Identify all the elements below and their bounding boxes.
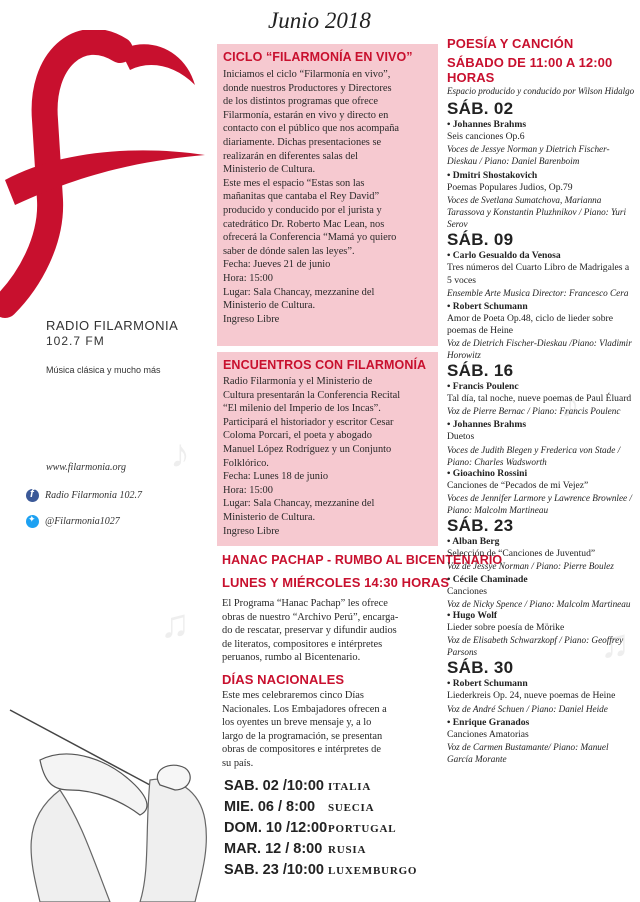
composer: • Enrique Granados <box>447 716 530 728</box>
day-heading: SÁB. 09 <box>447 230 514 250</box>
performers: Voz de Dietrich Fischer-Dieskau /Piano: Vladimir Horowitz <box>447 338 632 361</box>
work: Selección de “Canciones de Juventud” <box>447 547 596 559</box>
performers: Voz de Pierre Bernac / Piano: Francis Poulenc <box>447 406 621 417</box>
twitter-icon: ✦ <box>26 515 39 528</box>
schedule-country: PORTUGAL <box>328 823 397 835</box>
ciclo-section <box>217 44 438 346</box>
composer: • Robert Schumann <box>447 300 528 312</box>
composer: • Robert Schumann <box>447 678 528 690</box>
schedule-row <box>224 841 366 857</box>
hanac-title: HANAC PACHAP - RUMBO AL BICENTENARIO <box>222 553 503 567</box>
background-note: ♪ <box>560 381 580 426</box>
performers: Voces de Judith Blegen y Frederica von Stade / Piano: Charles Wadsworth <box>447 444 621 467</box>
composer: • Carlo Gesualdo da Venosa <box>447 250 561 262</box>
work: Poemas Populares Judios, Op.79 <box>447 182 573 194</box>
schedule-country: RUSIA <box>328 844 367 856</box>
day-heading: SÁB. 30 <box>447 658 514 678</box>
schedule-date: SAB. 02 /10:00 <box>224 778 324 794</box>
radio-name: RADIO FILARMONIA <box>46 318 179 333</box>
day-heading: SÁB. 02 <box>447 99 514 118</box>
website-link[interactable]: www.filarmonia.org <box>46 462 127 473</box>
dias-title: DÍAS NACIONALES <box>222 672 345 687</box>
poesia-section <box>447 36 635 765</box>
composer: • Johannes Brahms <box>447 419 527 431</box>
composer: • Hugo Wolf <box>447 610 498 622</box>
background-note: ♫ <box>600 621 630 666</box>
work: Canciones <box>447 586 487 598</box>
tagline: Música clásica y mucho más <box>46 365 161 375</box>
poesia-note: Espacio producido y conducido por Wilson Hidalgo <box>447 86 635 96</box>
performers: Voces de Jennifer Larmore y Lawrence Brownlee / Piano: Malcolm Martineau <box>447 492 632 515</box>
schedule-row <box>224 820 396 836</box>
page-title: Junio 2018 <box>268 8 371 33</box>
schedule-date: DOM. 10 /12:00 <box>224 820 328 836</box>
schedule-country: ITALIA <box>328 781 372 793</box>
composer: • Francis Poulenc <box>447 381 519 393</box>
work: Canciones Amatorias <box>447 728 529 740</box>
schedule-row <box>224 778 371 794</box>
dias-body: Este mes celebraremos cinco Días Nacionales. Los Embajadores ofrecen a los oyentes un breve mensaje y, a lo largo de la programación, se presentan obras de compositores e intérpretes de su país. <box>222 690 387 769</box>
hanac-body: El Programa “Hanac Pachap” les ofrece obras de nuestro “Archivo Perú”, encarga- do de rescatar, preservar y difundir audios de literatos, compositores e intérpretes peruanos, rumbo al Bicentenario. <box>222 598 399 664</box>
work: Seis canciones Op.6 <box>447 131 525 142</box>
performers: Ensemble Arte Musica Director: Francesco Cera <box>447 287 629 298</box>
encuentros-section <box>217 352 438 546</box>
encuentros-body: Radio Filarmonía y el Ministerio de Cultura presentarán la Conferencia Recital “El milenio del Imperio de los Incas”. Participará el historiador y escritor Cesar Coloma Porcari, el poeta y abogado Manuel López Rodríguez y un Conjunto Folklórico. Fecha: Lunes 18 de junio Hora: 15:00 Lugar: Sala Chancay, mezzanine del Ministerio de Cultura. Ingreso Libre <box>223 376 401 537</box>
performers: Voz de Carmen Bustamante/ Piano: Manuel García Morante <box>447 741 609 764</box>
performers: Voz de André Schuen / Piano: Daniel Heide <box>447 703 608 714</box>
day-heading: SÁB. 16 <box>447 361 514 381</box>
encuentros-title: ENCUENTROS CON FILARMONÍA <box>223 358 427 372</box>
facebook-icon: f <box>26 489 39 502</box>
work: Tres números del Cuarto Libro de Madrigales a 5 voces <box>447 262 630 286</box>
work: Liederkreis Op. 24, nueve poemas de Heine <box>447 690 616 702</box>
composer: • Dmitri Shostakovich <box>447 170 538 182</box>
facebook-label: Radio Filarmonia 102.7 <box>45 490 142 501</box>
schedule-country: SUECIA <box>328 802 375 814</box>
composer: • Gioachino Rossini <box>447 467 528 479</box>
twitter-link[interactable] <box>26 515 120 528</box>
work: Duetos <box>447 431 475 443</box>
facebook-link[interactable] <box>26 489 142 502</box>
performers: Voces de Jessye Norman y Dietrich Fischer-Dieskau / Piano: Daniel Barenboim <box>447 144 610 167</box>
day-heading: SÁB. 23 <box>447 515 514 535</box>
ciclo-body: Iniciamos el ciclo “Filarmonía en vivo”, donde nuestros Productores y Directores de los distintos programas que ofrece Filarmonía, estarán en vivo y directo en contacto con el público que nos acompaña diariamente. Dichas presentaciones se realizarán en diferentes salas del Ministerio de Cultura. Este mes el espacio “Estas son las mañanitas que cantaba el Rey David” producido y conducido por el jurista y catedrático Dr. Roberto Mac Lean, nos ofrecerá la Conferencia “Mamá yo quiero saber de dónde salen las leyes”. Fecha: Jueves 21 de junio Hora: 15:00 Lugar: Sala Chancay, mezzanine del Ministerio de Cultura. Ingreso Libre <box>223 69 400 325</box>
performers: Voz de Jessye Norman / Piano: Pierre Boulez <box>447 561 614 572</box>
twitter-label: @Filarmonia1027 <box>45 516 120 527</box>
performers: Voces de Svetlana Sumatchova, Marianna Tarassova y Konstantin Pluzhnikov / Piano: Yuri Serov <box>447 195 627 230</box>
work: Canciones de “Pecados de mi Vejez” <box>447 479 589 491</box>
poesia-subtitle: SÁBADO DE 11:00 A 12:00 HORAS <box>447 55 613 85</box>
hanac-subtitle: LUNES Y MIÉRCOLES 14:30 HORAS <box>222 575 450 590</box>
composer: • Johannes Brahms <box>447 119 527 130</box>
background-note: ♫ <box>160 601 190 646</box>
work: Lieder sobre poesía de Mörike <box>447 622 565 634</box>
background-note: ♪ <box>170 431 190 476</box>
schedule-date: MAR. 12 / 8:00 <box>224 841 323 857</box>
composer: • Cécile Chaminade <box>447 574 528 586</box>
performers: Voz de Nicky Spence / Piano: Malcolm Martineau <box>447 599 631 610</box>
ciclo-title: CICLO “FILARMONÍA EN VIVO” <box>223 50 413 64</box>
schedule-row <box>224 862 417 878</box>
schedule-row <box>224 799 374 815</box>
composer: • Alban Berg <box>447 535 500 547</box>
schedule-date: MIE. 06 / 8:00 <box>224 799 316 815</box>
work: Amor de Poeta Op.48, ciclo de lieder sobre poemas de Heine <box>447 312 613 337</box>
schedule-country: LUXEMBURGO <box>328 865 418 877</box>
work: Tal día, tal noche, nueve poemas de Paul Éluard <box>447 393 632 405</box>
radio-frequency: 102.7 FM <box>46 334 105 348</box>
conductor-illustration <box>0 690 215 902</box>
filarmonia-logo <box>0 30 215 320</box>
poesia-title: POESÍA Y CANCIÓN <box>447 36 574 51</box>
schedule-date: SAB. 23 /10:00 <box>224 862 324 878</box>
performers: Voz de Elisabeth Schwarzkopf / Piano: Geoffrey Parsons <box>447 635 624 658</box>
